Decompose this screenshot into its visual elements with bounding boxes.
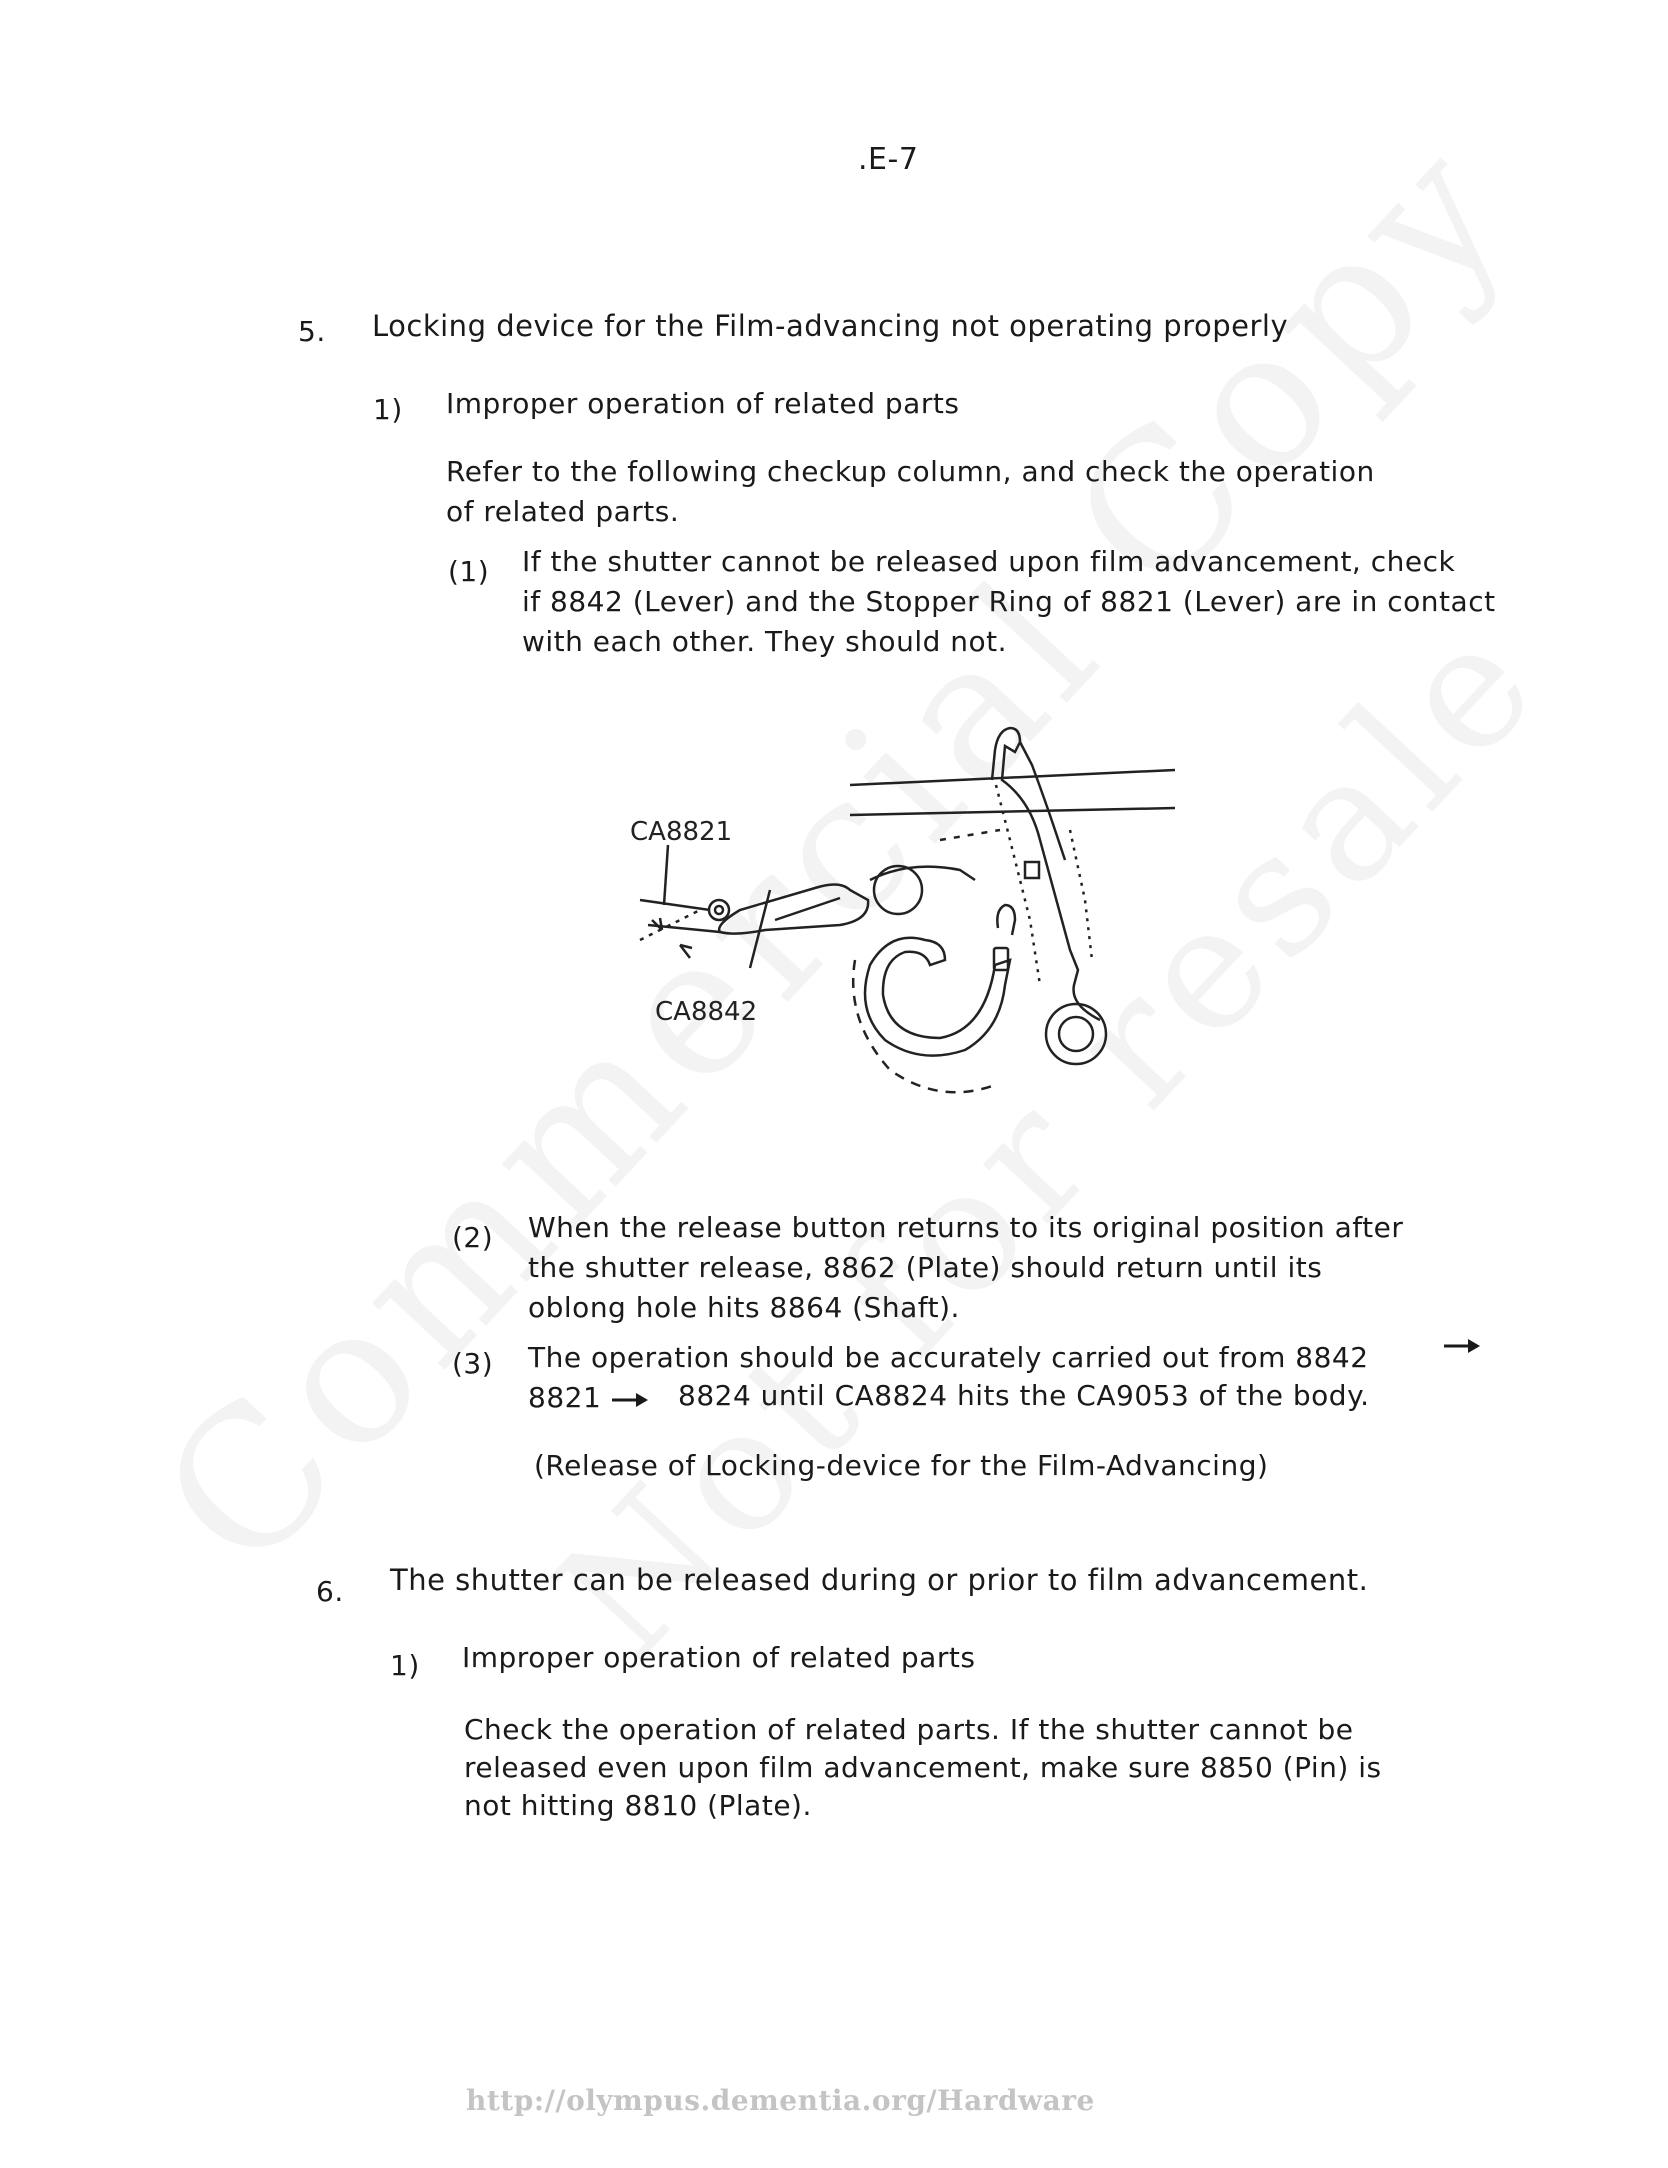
sub-item-3-line2-b: 8824 until CA8824 hits the CA9053 of the body. bbox=[678, 1379, 1370, 1412]
section-6-title: The shutter can be released during or prior to film advancement. bbox=[390, 1563, 1369, 1597]
stopper-block bbox=[1025, 862, 1039, 878]
section-6-item-1-number: 1) bbox=[390, 1649, 420, 1682]
section-5-item-1-number: 1) bbox=[373, 393, 403, 426]
section-5-title: Locking device for the Film-advancing not operating properly bbox=[372, 309, 1289, 343]
lever-ca8842-inner bbox=[775, 898, 840, 920]
section-6-item-1-title: Improper operation of related parts bbox=[462, 1641, 976, 1674]
sub-item-2-line2: the shutter release, 8862 (Plate) should return until its bbox=[528, 1251, 1323, 1284]
small-pin bbox=[994, 948, 1008, 970]
gap-line-1 bbox=[640, 900, 710, 910]
lower-ring-inner bbox=[1059, 1017, 1093, 1051]
sub-item-1-line2: if 8842 (Lever) and the Stopper Ring of 8821 (Lever) are in contact bbox=[522, 585, 1496, 618]
sub-item-2-number: (2) bbox=[452, 1221, 494, 1254]
label-ca8842: CA8842 bbox=[655, 997, 758, 1027]
section-6-line1: Check the operation of related parts. If the shutter cannot be bbox=[464, 1713, 1354, 1746]
section-6-number: 6. bbox=[316, 1575, 344, 1608]
sub-item-1-number: (1) bbox=[448, 555, 490, 588]
lever-ca8842 bbox=[719, 884, 868, 933]
section-5-intro-line1: Refer to the following checkup column, and check the operation bbox=[446, 455, 1375, 488]
section-5-item-1-title: Improper operation of related parts bbox=[446, 387, 960, 420]
gap-arrow-down bbox=[652, 918, 662, 930]
dotted-guide-3 bbox=[940, 830, 1000, 840]
sub-item-3-line2-a: 8821 bbox=[528, 1381, 602, 1414]
c-spring-outer bbox=[865, 938, 1010, 1056]
section-5-number: 5. bbox=[298, 315, 326, 348]
sub-item-3-caption: (Release of Locking-device for the Film-Advancing) bbox=[534, 1449, 1269, 1482]
stopper-ring-inner bbox=[715, 906, 723, 914]
label-ca8821: CA8821 bbox=[630, 817, 733, 847]
sub-item-1-line1: If the shutter cannot be released upon film advancement, check bbox=[522, 545, 1456, 578]
section-5-intro-line2: of related parts. bbox=[446, 495, 680, 528]
hook-lever bbox=[992, 728, 1100, 1020]
sub-item-3-line1: The operation should be accurately carried out from 8842 bbox=[528, 1341, 1369, 1374]
page-number: .E-7 bbox=[858, 142, 919, 177]
lower-ring-outer bbox=[1046, 1004, 1106, 1064]
pivot-circle bbox=[874, 866, 922, 914]
footer-url: http://olympus.dementia.org/Hardware bbox=[466, 2084, 1095, 2117]
dotted-guide-1 bbox=[996, 785, 1040, 985]
locking-device-diagram bbox=[600, 720, 1200, 1140]
section-6-line2: released even upon film advancement, make sure 8850 (Pin) is bbox=[464, 1751, 1382, 1784]
frame-line-upper bbox=[850, 770, 1175, 785]
section-6-line3: not hitting 8810 (Plate). bbox=[464, 1789, 812, 1822]
sub-item-3-number: (3) bbox=[452, 1347, 494, 1380]
hook-tip bbox=[997, 905, 1015, 935]
frame-line-lower bbox=[850, 808, 1175, 815]
dotted-guide-2 bbox=[1070, 830, 1092, 960]
arrow-icon bbox=[1442, 1336, 1482, 1356]
sub-item-2-line1: When the release button returns to its original position after bbox=[528, 1211, 1404, 1244]
hook-lever-right-edge bbox=[1020, 742, 1065, 860]
sub-item-1-line3: with each other. They should not. bbox=[522, 625, 1008, 658]
leader-line-top bbox=[664, 845, 668, 905]
gap-arrow-up bbox=[680, 945, 692, 958]
sub-item-2-line3: oblong hole hits 8864 (Shaft). bbox=[528, 1291, 960, 1324]
arrow-icon bbox=[610, 1390, 650, 1410]
stopper-ring-outer bbox=[709, 900, 729, 920]
